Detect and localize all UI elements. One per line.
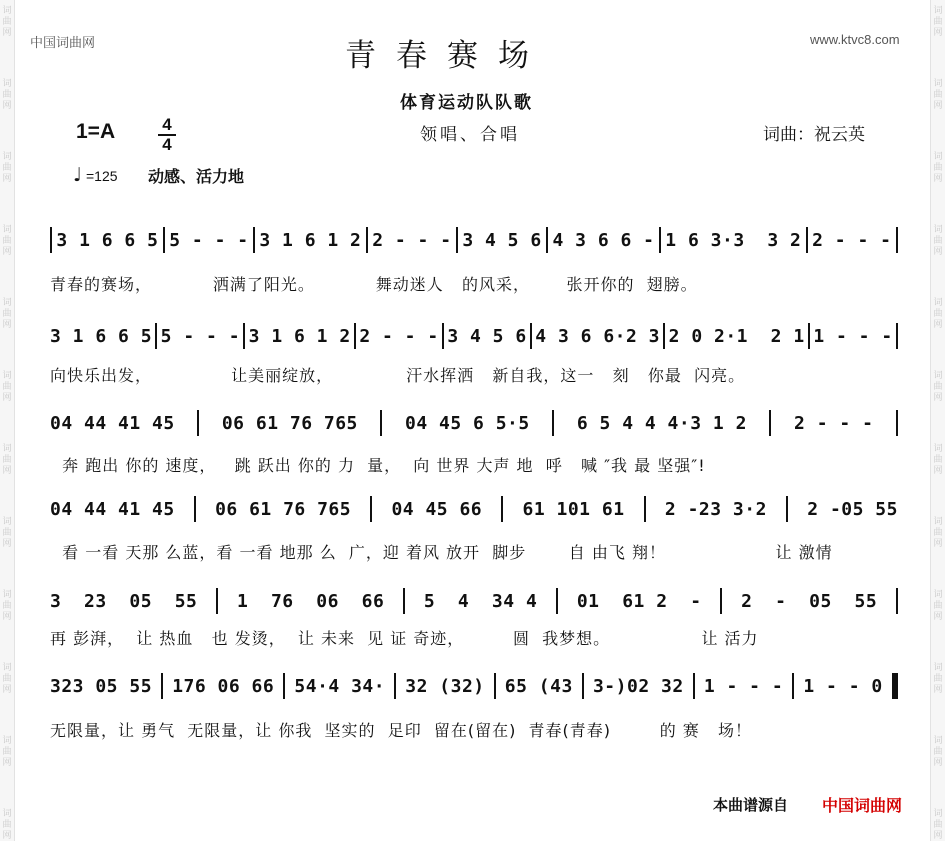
- barline: [792, 673, 794, 699]
- lyrics-line: 再 彭湃， 让 热血 也 发烫， 让 未来 见 证 奇迹， 圆 我梦想。 让 活力: [50, 629, 759, 648]
- measure: 2 - - -: [812, 229, 892, 251]
- right-watermark-strip: [930, 0, 945, 841]
- watermark-text: 词曲网: [933, 225, 943, 257]
- measure: 04 44 41 45: [50, 412, 175, 434]
- watermark-text: 词曲网: [933, 298, 943, 330]
- barline: [403, 588, 405, 614]
- barline: [283, 673, 285, 699]
- measure: 323 05 55: [50, 675, 153, 697]
- barline: [380, 410, 382, 436]
- watermark-text: 词曲网: [933, 517, 943, 549]
- barline: [582, 673, 584, 699]
- measure: 2 -05 55: [807, 498, 898, 520]
- measure: 176 06 66: [172, 675, 275, 697]
- notation-line: [50, 227, 898, 253]
- quarter-note-icon: ♩: [73, 164, 82, 186]
- lyrics-line: 无限量，让 勇气 无限量，让 你我 坚实的 足印 留在(留在) 青春(青春) 的 赛 场！: [50, 721, 753, 740]
- barline: [243, 323, 245, 349]
- measure: 4 3 6 6 -: [552, 229, 655, 251]
- measure: 2 - - -: [359, 325, 439, 347]
- time-signature: [158, 116, 176, 154]
- measure: 04 45 6 5·5: [405, 412, 530, 434]
- measure: 65 (43: [504, 675, 573, 697]
- barline: [552, 410, 554, 436]
- watermark-text: 词曲网: [933, 371, 943, 403]
- barline: [354, 323, 356, 349]
- notation-line: [50, 323, 898, 349]
- lyrics-line: 向快乐出发， 让美丽绽放， 汗水挥洒 新自我，这一 刻 你最 闪亮。: [50, 366, 746, 385]
- score-system-4: [50, 496, 898, 562]
- measure: 1 6 3·3 3 2: [665, 229, 802, 251]
- watermark-text: 词曲网: [2, 663, 12, 695]
- watermark-text: 词曲网: [933, 444, 943, 476]
- barline: [806, 227, 808, 253]
- watermark-text: 词曲网: [2, 6, 12, 38]
- measure: 32 (32): [405, 675, 485, 697]
- score-system-3: [50, 410, 898, 475]
- barline: [693, 673, 695, 699]
- watermark-text: 词曲网: [2, 152, 12, 184]
- watermark-text: 词曲网: [2, 736, 12, 768]
- notation-line: [50, 588, 898, 614]
- tempo-value: =125: [86, 168, 118, 184]
- measure: 04 44 41 45: [50, 498, 175, 520]
- measure: 5 - - -: [169, 229, 249, 251]
- barline: [394, 673, 396, 699]
- barline: [663, 323, 665, 349]
- score-system-1: [50, 227, 898, 294]
- watermark-text: 词曲网: [2, 590, 12, 622]
- barline: [163, 227, 165, 253]
- watermark-text: 词曲网: [2, 444, 12, 476]
- barline: [194, 496, 196, 522]
- measure: 1 - - 0: [803, 675, 883, 697]
- notation-line: [50, 496, 898, 522]
- barline: [370, 496, 372, 522]
- lyrics-line: 看 一看 天那 么蓝，看 一看 地那 么 广，迎 着风 放开 脚步 自 由飞 翔！ 让 激情: [50, 543, 833, 562]
- barline: [50, 227, 52, 253]
- measure: 3 1 6 1 2: [248, 325, 351, 347]
- watermark-text: 词曲网: [2, 225, 12, 257]
- site-name: 中国词曲网: [30, 35, 96, 50]
- measure: 2 - - -: [794, 412, 874, 434]
- watermark-text: 词曲网: [933, 590, 943, 622]
- measure: 3 1 6 6 5: [50, 325, 153, 347]
- measure: 2 -23 3·2: [664, 498, 767, 520]
- footer-source-label: 本曲谱源自: [713, 796, 789, 814]
- barline: [530, 323, 532, 349]
- barline: [197, 410, 199, 436]
- watermark-text: 词曲网: [933, 79, 943, 111]
- lyrics-line: 青春的赛场， 洒满了阳光。 舞动迷人 的风采， 张开你的 翅膀。: [50, 275, 698, 294]
- performers: 领唱、合唱: [420, 125, 520, 145]
- measure: 3 4 5 6: [447, 325, 527, 347]
- watermark-text: 词曲网: [2, 298, 12, 330]
- watermark-text: 词曲网: [933, 152, 943, 184]
- measure: 3 23 05 55: [50, 590, 198, 612]
- barline: [896, 323, 898, 349]
- measure: 1 - - -: [703, 675, 784, 697]
- barline: [896, 227, 898, 253]
- barline: [896, 410, 898, 436]
- watermark-text: 词曲网: [933, 6, 943, 38]
- watermark-text: 词曲网: [933, 663, 943, 695]
- measure: 3 1 6 1 2: [259, 229, 362, 251]
- barline: [155, 323, 157, 349]
- measure: 4 3 6 6·2 3: [535, 325, 661, 347]
- barline: [808, 323, 810, 349]
- barline: [494, 673, 496, 699]
- barline: [501, 496, 503, 522]
- site-url: www.ktvc8.com: [810, 32, 900, 47]
- score-system-2: [50, 323, 898, 385]
- measure: 54·4 34·: [294, 675, 386, 697]
- barline: [720, 588, 722, 614]
- mood-marking: 动感、活力地: [148, 167, 245, 186]
- watermark-text: 词曲网: [2, 79, 12, 111]
- measure: 3-)02 32: [592, 675, 684, 697]
- watermark-text: 词曲网: [2, 809, 12, 841]
- watermark-text: 词曲网: [2, 517, 12, 549]
- measure: 2 0 2·1 2 1: [668, 325, 805, 347]
- barline: [896, 588, 898, 614]
- measure: 06 61 76 765: [215, 498, 352, 520]
- measure: 5 - - -: [160, 325, 241, 347]
- barline: [546, 227, 548, 253]
- measure: 06 61 76 765: [221, 412, 358, 434]
- score-system-5: [50, 588, 898, 648]
- measure: 3 1 6 6 5: [56, 229, 159, 251]
- barline: [456, 227, 458, 253]
- measure: 5 4 34 4: [423, 590, 538, 612]
- barline: [769, 410, 771, 436]
- footer-brand-link[interactable]: 中国词曲网: [822, 796, 903, 815]
- song-title: 青春赛场: [345, 38, 549, 74]
- notation-line: [50, 410, 898, 436]
- score-system-6: [50, 673, 898, 740]
- watermark-text: 词曲网: [933, 736, 943, 768]
- author-credit: 词曲：祝云英: [763, 125, 865, 145]
- barline: [556, 588, 558, 614]
- measure: 2 - - -: [372, 229, 452, 251]
- time-signature-top: 4: [162, 115, 172, 134]
- measure: 04 45 66: [391, 498, 483, 520]
- barline: [786, 496, 788, 522]
- notation-line: [50, 673, 898, 699]
- song-subtitle: 体育运动队队歌: [400, 93, 533, 113]
- barline: [644, 496, 646, 522]
- time-signature-bottom: 4: [162, 135, 172, 154]
- key-signature: 1=A: [76, 120, 116, 143]
- measure: 6 5 4 4 4·3 1 2: [576, 412, 747, 434]
- measure: 3 4 5 6: [462, 229, 542, 251]
- barline: [253, 227, 255, 253]
- measure: 2 - 05 55: [741, 590, 878, 612]
- watermark-text: 词曲网: [933, 809, 943, 841]
- barline: [659, 227, 661, 253]
- barline: [442, 323, 444, 349]
- watermark-text: 词曲网: [2, 371, 12, 403]
- lyrics-line: 奔 跑出 你的 速度， 跳 跃出 你的 力 量， 向 世界 大声 地 呼 喊 ″我 最 坚强″!: [50, 456, 706, 475]
- final-barline: [892, 673, 898, 699]
- barline: [216, 588, 218, 614]
- measure: 1 - - -: [813, 325, 893, 347]
- left-watermark-strip: [0, 0, 15, 841]
- measure: 01 61 2 -: [576, 590, 702, 612]
- measure: 61 101 61: [522, 498, 625, 520]
- barline: [161, 673, 163, 699]
- barline: [366, 227, 368, 253]
- measure: 1 76 06 66: [236, 590, 385, 612]
